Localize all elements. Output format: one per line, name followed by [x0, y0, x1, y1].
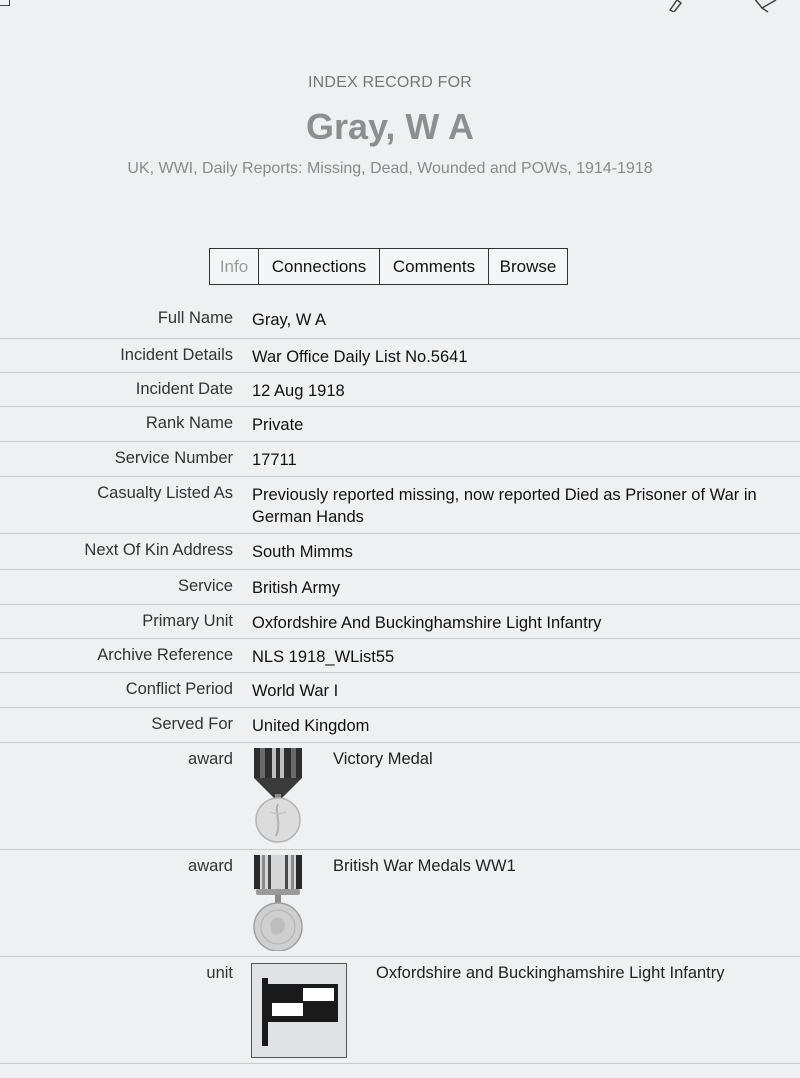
page-title: Gray, W A — [305, 106, 475, 147]
field-label: Service — [177, 577, 233, 595]
field-row-incident-date — [0, 373, 800, 407]
field-label: Full Name — [157, 309, 233, 327]
top-toolbar-fragment — [0, 0, 800, 20]
media-label: award — [188, 857, 233, 875]
field-value: Private — [252, 416, 304, 434]
media-row-victory-medal — [0, 743, 800, 850]
record-kicker: INDEX RECORD FOR — [307, 74, 473, 91]
field-label: Served For — [151, 715, 233, 733]
field-label: Next Of Kin Address — [84, 541, 233, 559]
field-label: Incident Date — [135, 380, 233, 398]
field-value: World War I — [252, 682, 339, 700]
field-value: Gray, W A — [252, 311, 326, 329]
field-value: 12 Aug 1918 — [252, 382, 345, 400]
media-row-british-war-medal — [0, 850, 800, 957]
record-header — [0, 74, 780, 178]
unit-flag-icon[interactable] — [251, 963, 347, 1058]
field-label: Service Number — [114, 449, 233, 467]
record-tabs — [209, 248, 568, 285]
field-value: 17711 — [252, 451, 297, 469]
media-label: unit — [206, 964, 233, 982]
tab-connections[interactable]: Connections — [258, 249, 379, 284]
field-value: South Mimms — [252, 543, 353, 561]
field-label: Rank Name — [145, 414, 233, 432]
field-row-rank-name — [0, 407, 800, 442]
field-row-incident-details — [0, 339, 800, 373]
field-row-full-name — [0, 302, 800, 339]
tab-browse[interactable]: Browse — [488, 249, 567, 284]
record-fields — [0, 302, 800, 1064]
field-label: Primary Unit — [142, 612, 233, 630]
field-row-archive-reference — [0, 639, 800, 673]
field-label: Incident Details — [120, 346, 233, 364]
field-value: United Kingdom — [252, 717, 370, 735]
victory-medal-icon[interactable] — [252, 748, 304, 844]
tab-info[interactable]: Info — [219, 256, 249, 276]
field-value: Previously reported missing, now reported Died as Prisoner of War in German Hands — [252, 486, 757, 526]
field-row-primary-unit — [0, 605, 800, 639]
field-row-service — [0, 570, 800, 605]
expand-icon[interactable] — [0, 0, 10, 6]
field-row-next-of-kin-address — [0, 534, 800, 570]
tag-icon[interactable] — [752, 0, 778, 14]
media-title[interactable]: Victory Medal — [333, 750, 433, 768]
field-label: Archive Reference — [97, 646, 233, 664]
media-title[interactable]: British War Medals WW1 — [333, 857, 516, 875]
field-value: Oxfordshire And Buckinghamshire Light Infantry — [252, 614, 602, 632]
field-label: Casualty Listed As — [97, 484, 233, 502]
edit-icon[interactable] — [668, 0, 692, 12]
field-row-service-number — [0, 442, 800, 477]
field-label: Conflict Period — [125, 680, 233, 698]
field-value: NLS 1918_WList55 — [252, 648, 395, 666]
media-title[interactable]: Oxfordshire and Buckinghamshire Light Infantry — [376, 964, 725, 982]
field-value: British Army — [252, 579, 341, 597]
field-value: War Office Daily List No.5641 — [252, 348, 468, 366]
field-row-conflict-period — [0, 673, 800, 708]
collection-title: UK, WWI, Daily Reports: Missing, Dead, Wounded and POWs, 1914-1918 — [127, 160, 653, 177]
media-row-unit — [0, 957, 800, 1064]
media-label: award — [188, 750, 233, 768]
british-war-medal-icon[interactable] — [252, 855, 304, 951]
field-row-casualty-listed-as — [0, 477, 800, 534]
tab-comments[interactable]: Comments — [379, 249, 488, 284]
field-row-served-for — [0, 708, 800, 743]
